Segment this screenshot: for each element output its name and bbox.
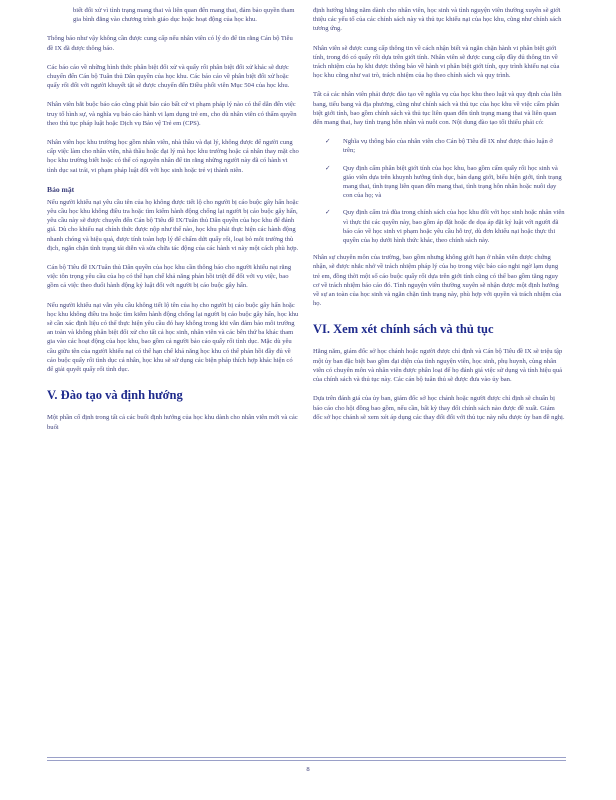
paragraph: Nhân viên sẽ được cung cấp thông tin về cách nhận biết và ngăn chặn hành vi phân biệt giới tính, trong đó có quấy rối dựa trên giới tính. Nhân viên sẽ được cung cấp đầy đủ thông tin về trách nhiệm của họ khi được thông báo về hành vi phân biệt giới tính, quy trình khiếu nại của học khu cũng như vai trò, trách nhiệm của họ theo chính sách và quy trình. <box>313 44 560 80</box>
paragraph: Các báo cáo về những hình thức phân biệt đối xử và quấy rối phân biệt đối xử khác sẽ được chuyển đến Cán bộ Tuân thủ Dân quyền của học khu. Các báo cáo về phân biệt đối xử hoặc quấy rối đối với người khuyết tật sẽ được chuyển đến Điều phối viên Mục 504 của học khu. <box>47 63 290 90</box>
bullet-check-icon: ✓ <box>325 138 331 146</box>
list-item <box>325 208 565 245</box>
list-item-text: Quy định cấm trả đũa trong chính sách của học khu đối với học sinh hoặc nhân viên vì thực thi các quyền này, bao gồm áp đặt hoặc đe dọa áp đặt kỷ luật với người đã báo cáo về học sinh vi phạm hoặc yêu cầu hỗ trợ, dù đơn khiếu nại hoặc thực thi quyền của họ dưới hình thức khác, theo chính sách này. <box>343 209 565 245</box>
paragraph: Nhân viên học khu trường học gồm nhân viên, nhà thầu và đại lý, không được để người cung cấp việc làm cho nhân viên, nhà thầu hoặc đại lý mà học khu trường hoặc cá nhân thay mặt cho học khu trường biết hoặc có thể có nguyên nhân để tin rằng những người này đã có hành vi tình dục sai trái, vi phạm pháp luật đối với học sinh hoặc trẻ vị thành niên. <box>47 139 299 174</box>
paragraph: biết đối xử vì tình trạng mang thai và liên quan đến mang thai, đảm bảo quyền tham gia bình đẳng vào chương trình giáo dục hoặc hoạt động của học khu. <box>73 7 295 24</box>
paragraph: Nếu người khiếu nại yêu cầu tên của họ không được tiết lộ cho người bị cáo buộc gây hấn hoặc yêu cầu học khu không điều tra hoặc tìm kiếm hành động chống lại người bị cáo buộc gây hấn, yêu cầu này sẽ được chuyển đến Cán bộ Tiêu đề IX/Tuân thủ Dân quyền của học khu để đánh giá. Dù cho khiếu nại chính thức được nộp như thế nào, học khu phải thực hiện các hành động nhanh chóng và hiệu quả, được tính toàn hợp lý để chấm dứt quấy rối, loại bỏ môi trường thù địch, ngăn chặn tình trạng tái diễn và sửa chữa tác động của các hành vi này một cách phù hợp. <box>47 198 299 252</box>
left-column <box>47 6 299 442</box>
subheading-confidentiality: Bảo mật <box>47 184 75 194</box>
footer-divider <box>47 760 566 761</box>
paragraph: Nhân viên bắt buộc báo cáo cũng phải báo cáo bất cứ vi phạm pháp lý nào có thể dẫn đến việc truy tố hình sự, và nghĩa vụ báo cáo hành vi lạm dụng trẻ em, cho dù nhân viên có thẩm quyền theo thủ tục pháp luật hoặc Dịch vụ Bảo vệ Trẻ em (CPS). <box>47 101 297 127</box>
paragraph: Một phần cố định trong tất cả các buổi định hướng của học khu dành cho nhân viên mới và các buổi <box>47 414 298 431</box>
paragraph: Thông báo như vậy không cần được cung cấp nếu nhân viên có lý do để tin rằng Cán bộ Tiêu đề IX đã được thông báo. <box>47 35 293 52</box>
paragraph: Tất cả các nhân viên phải được đào tạo về nghĩa vụ của học khu theo luật và quy định của liên bang, tiểu bang và địa phương, cũng như chính sách và thủ tục của học khu về việc cấm phân biệt giới tính, bao gồm chính sách và thủ tục liên quan đến tình trạng mang thai và liên quan đến mang thai, hay tình trạng hôn nhân và nuôi con. Nội dung đào tạo tối thiểu phải có: <box>313 91 562 127</box>
paragraph: Hằng năm, giám đốc sở học chánh hoặc người được chỉ định và Cán bộ Tiêu đề IX sẽ triệu tập một ủy ban đặc biệt bao gồm đại diện của tình nguyện viên, học sinh, phụ huynh, cùng nhân viên có chuyên môn và nhân viên được phân loại để họ đánh giá việc sử dụng và tính hiệu quả của chính sách và thủ tục này. Các cán bộ tuân thủ sẽ được đưa vào ủy ban. <box>313 348 563 384</box>
section-heading-training: V. Đào tạo và định hướng <box>47 388 183 403</box>
footer-divider <box>47 757 566 758</box>
list-item <box>325 164 565 201</box>
paragraph: Cán bộ Tiêu đề IX/Tuân thủ Dân quyền của học khu cần thông báo cho người khiếu nại rằng việc tôn trọng yêu cầu của họ có thể hạn chế khả năng phản hồi triệt để đối với vụ việc, bao gồm cả việc theo đuổi hành động kỷ luật đối với người bị cáo buộc gây hấn. <box>47 264 292 290</box>
paragraph: Nhân sự chuyên môn của trường, bao gồm nhưng không giới hạn ở nhân viên được chứng nhận, sẽ được nhắc nhở về trách nhiệm pháp lý của họ trong việc báo cáo nghi ngờ lạm dụng trẻ em, đồng thời một số cáo buộc quấy rối dựa trên giới tính cũng có thể bao gồm tăng nguy cơ về trách nhiệm báo cáo đó. Tình nguyện viên thường xuyên sẽ nhận được một định hướng về sự an toàn của học sinh và ngăn chặn tình trạng này, phù hợp với quyền và trách nhiệm của họ. <box>313 254 562 308</box>
page-number: 8 <box>306 766 310 773</box>
paragraph: Nếu người khiếu nại vẫn yêu cầu không tiết lộ tên của họ cho người bị cáo buộc gây hấn hoặc học khu không điều tra hoặc tìm kiếm hành động chống lại người bị cáo buộc gây hấn, học khu sẽ cần xác định liệu có thể thực hiện yêu cầu đó hay không trong khi vẫn đảm bảo môi trường an toàn và không phân biệt đối xử cho tất cả học sinh, nhân viên và các bên thứ ba khác tham gia vào các hoạt động của học khu, bao gồm cả người bảo cáo quấy rối tình dục. Mặc dù yêu cầu giữu tên của người khiếu nại có thể hạn chế khả năng học khu có thể phản hồi đầy đủ về cáo buộc quấy rối tình dục cá nhân, học khu sẽ sử dụng các biện pháp thích hợp khác hiện có để giải quyết quấy rối tình dục. <box>47 301 299 374</box>
paragraph: Dựa trên đánh giá của ủy ban, giám đốc sở học chánh hoặc người được chỉ định sẽ chuẩn bị báo cáo cho hội đồng bao gồm, nếu cần, bất kỳ thay đổi chính sách nào được đề xuất. Giám đốc sở học chánh sẽ xem xét áp dụng các thay đổi đối với thủ tục này nếu được ủy ban đề nghị. <box>313 395 565 421</box>
bullet-check-icon: ✓ <box>325 164 331 172</box>
right-column <box>313 6 565 432</box>
bullet-check-icon: ✓ <box>325 209 331 217</box>
paragraph: định hướng hằng năm dành cho nhân viên, học sinh và tình nguyện viên thường xuyên sẽ giới thiệu các yếu tố của các chính sách này và thủ tục khiếu nại của học khu, cũng như chính sách tương ứng. <box>313 7 562 33</box>
list-item <box>325 137 565 155</box>
section-heading-review: VI. Xem xét chính sách và thủ tục <box>313 322 494 337</box>
list-item-text: Quy định cấm phân biệt giới tính của học khu, bao gồm cấm quấy rối học sinh và giáo viên dựa trên khuynh hướng tình dục, bản dạng giới, biểu hiện giới, tình trạng mang thai, tình trạng liên quan đến mang thai, tình trạng hôn nhân hoặc nuôi dạy con của họ; và <box>343 164 562 200</box>
requirements-list <box>313 137 565 245</box>
list-item-text: Nghĩa vụ thông báo của nhân viên cho Cán bộ Tiêu đề IX như được thảo luận ở trên; <box>343 138 553 155</box>
